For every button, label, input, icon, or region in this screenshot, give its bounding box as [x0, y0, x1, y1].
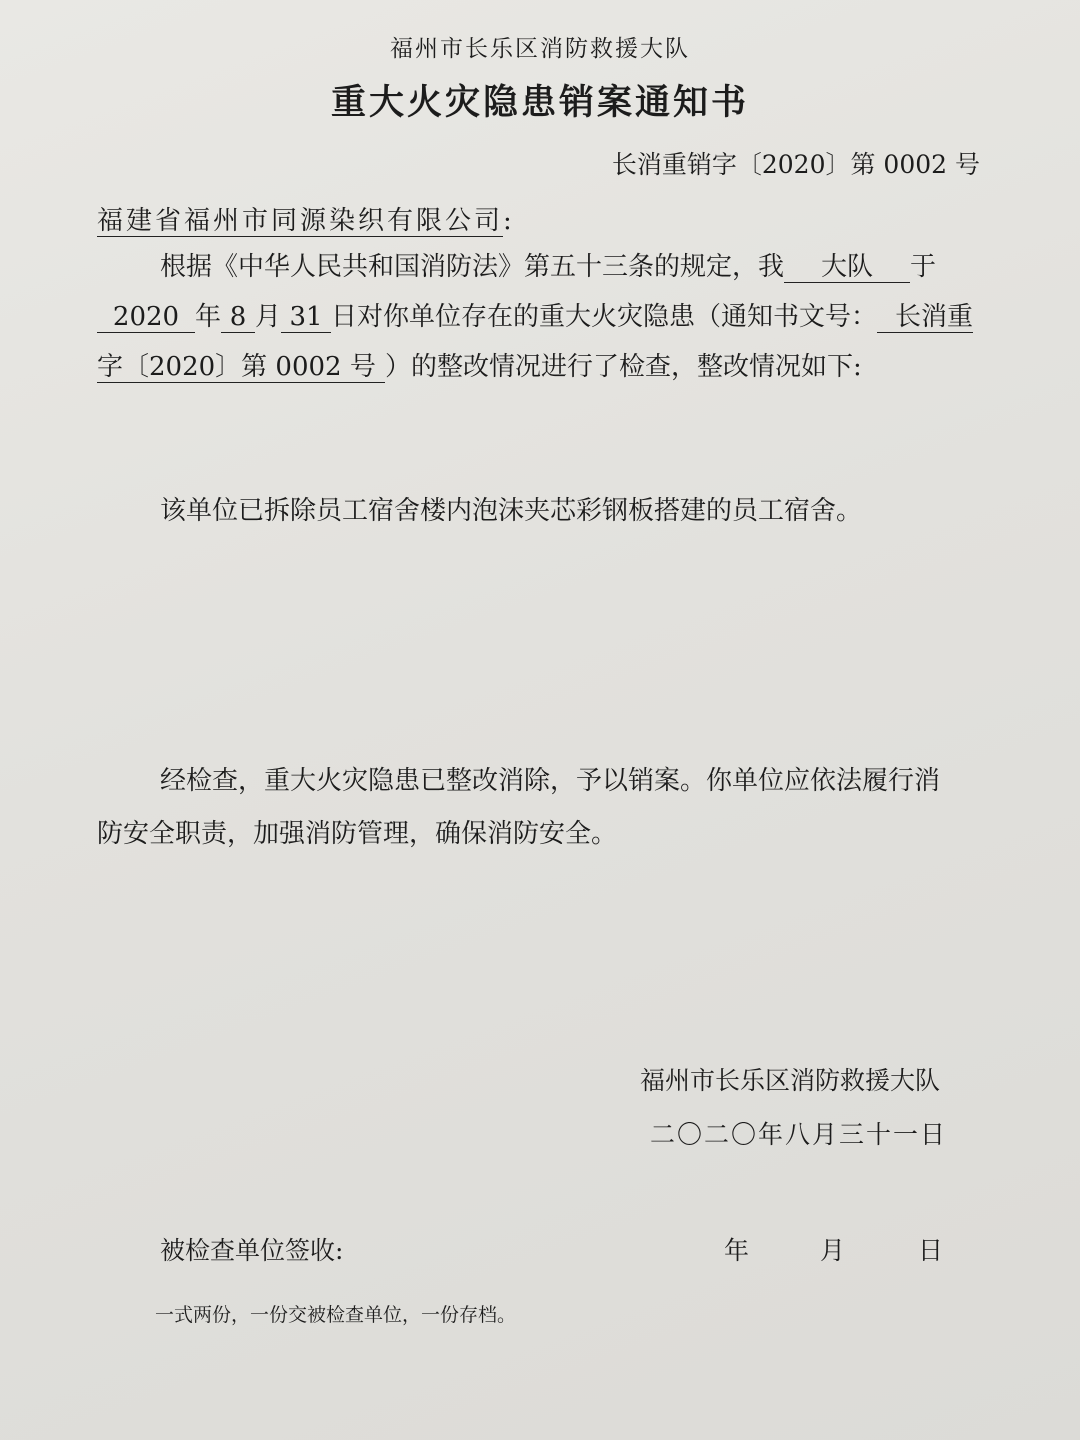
copies-note: 一式两份，一份交被检查单位，一份存档。 — [155, 1304, 517, 1326]
issuer-header: 福州市长乐区消防救援大队 — [390, 36, 690, 62]
p1-text: 根据《中华人民共和国消防法》第五十三条的规定，我 — [160, 252, 785, 282]
notice-number-field-2: 字〔2020〕第 0002 号 — [97, 352, 385, 383]
receipt-month: 月 — [820, 1236, 846, 1265]
recipient-line — [97, 204, 515, 238]
unit-field: 大队 — [784, 252, 910, 283]
document-number: 长消重销字〔2020〕第 0002 号 — [611, 150, 980, 179]
recipient-name: 福建省福州市同源染织有限公司 — [97, 206, 504, 236]
recipient-colon: : — [503, 206, 515, 236]
paragraph1-line1 — [160, 250, 936, 284]
signature-date: 二〇二〇年八月三十一日 — [650, 1120, 948, 1149]
day-field: 31 — [281, 302, 331, 333]
paragraph1-line3 — [97, 350, 862, 384]
receipt-year: 年 — [724, 1236, 750, 1265]
rectification-details: 该单位已拆除员工宿舍楼内泡沫夹芯彩钢板搭建的员工宿舍。 — [160, 496, 863, 526]
year-field: 2020 — [97, 302, 195, 333]
signature-org: 福州市长乐区消防救援大队 — [640, 1066, 941, 1095]
p3-text: ）的整改情况进行了检查，整改情况如下: — [385, 352, 862, 382]
year-label: 年 — [195, 302, 222, 332]
conclusion-line1: 经检查，重大火灾隐患已整改消除，予以销案。你单位应依法履行消 — [160, 766, 941, 796]
receipt-label: 被检查单位签收: — [160, 1236, 344, 1265]
month-label: 月 — [255, 302, 282, 332]
p1-yu: 于 — [910, 252, 937, 282]
p2-text: 日对你单位存在的重大火灾隐患（通知书文号： — [331, 302, 878, 332]
conclusion-line2: 防安全职责，加强消防管理，确保消防安全。 — [97, 819, 618, 849]
month-field: 8 — [221, 302, 255, 333]
paragraph1-line2 — [97, 300, 973, 334]
receipt-day: 日 — [918, 1236, 944, 1265]
notice-number-field-1: 长消重 — [877, 302, 973, 333]
document-title: 重大火灾隐患销案通知书 — [330, 83, 749, 123]
